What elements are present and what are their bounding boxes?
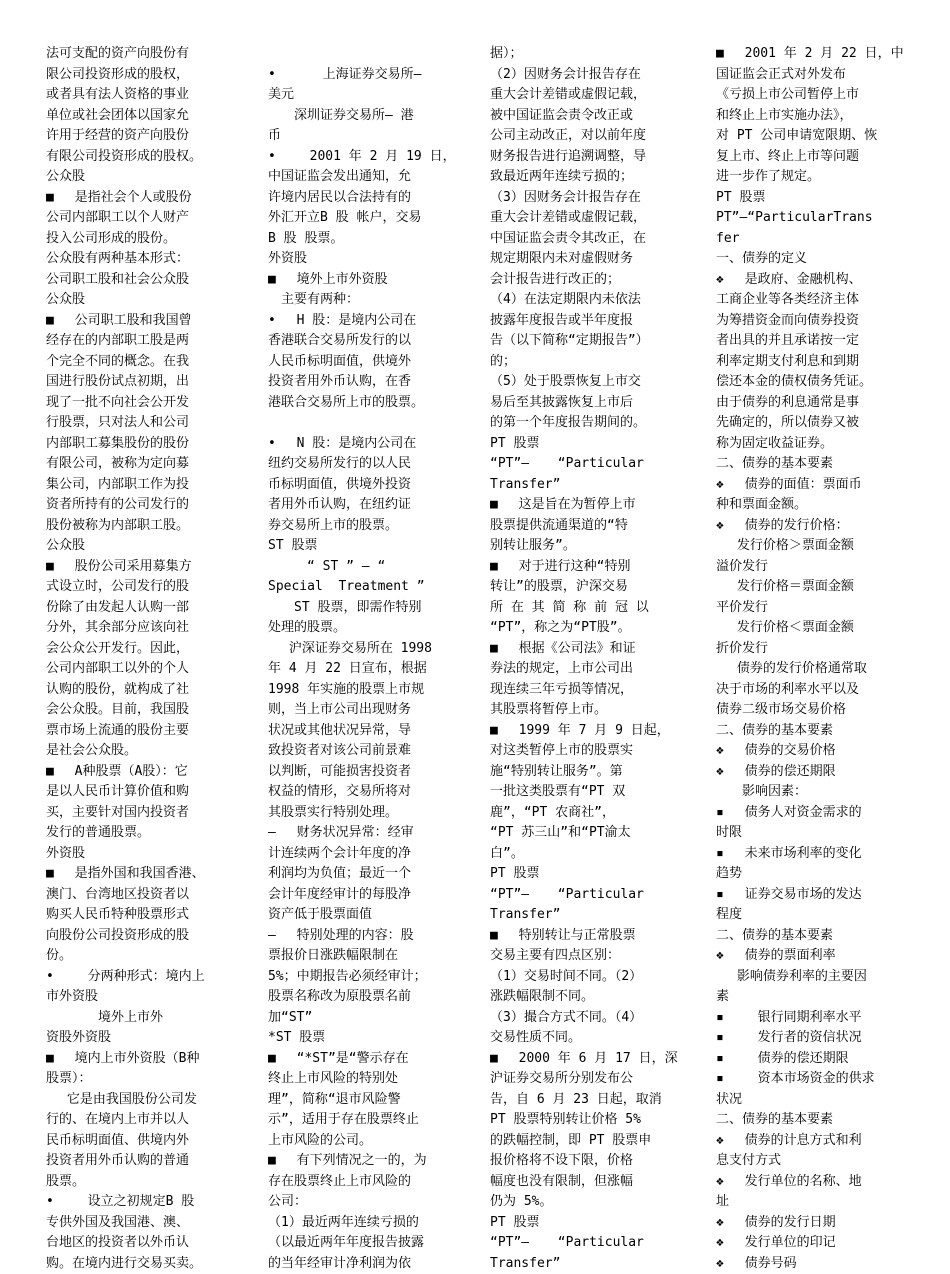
text-line: 香港联合交易所发行的以 — [268, 331, 464, 352]
text-column-1 — [46, 44, 244, 1274]
text-line: 是社会公众股。 — [46, 741, 244, 762]
text-line: 有限公司投资形成的股权。 — [46, 147, 244, 168]
text-line: 决于市场的利率水平以及 — [716, 680, 920, 701]
text-line: 股票。 — [46, 1172, 244, 1193]
text-line: 公众股 — [46, 536, 244, 557]
text-line: ❖ 债券的计息方式和利 — [716, 1131, 920, 1152]
text-line: 行的、在境内上市并以人 — [46, 1110, 244, 1131]
text-line: ▪ 资本市场资金的供求 — [716, 1069, 920, 1090]
text-line: 公司主动改正，对以前年度 — [490, 126, 686, 147]
text-line: 港联合交易所上市的股票。 — [268, 393, 464, 414]
text-line: （3）因财务会计报告存在 — [490, 188, 686, 209]
text-line: 加“ST” — [268, 1008, 464, 1029]
text-line: 转让”的股票，沪深交易 — [490, 577, 686, 598]
text-line: 境外上市外 — [46, 1008, 244, 1029]
text-line: 沪证券交易所分别发布公 — [490, 1069, 686, 1090]
text-line: 公众股 — [46, 167, 244, 188]
text-line: • 分两种形式：境内上 — [46, 967, 244, 988]
text-line: 交易主要有四点区别： — [490, 946, 686, 967]
text-line: 偿还本金的债权债务凭证。 — [716, 372, 920, 393]
text-line: 二、债券的基本要素 — [716, 1110, 920, 1131]
text-line: 对 PT 公司申请宽限期、恢 — [716, 126, 920, 147]
text-line: 债券二级市场交易价格 — [716, 700, 920, 721]
text-line: 5%；中期报告必须经审计； — [268, 967, 464, 988]
text-line: 的跌幅控制，即 PT 股票申 — [490, 1131, 686, 1152]
text-line: 有限公司，被称为定向募 — [46, 454, 244, 475]
text-line: 购。在境内进行交易买卖。 — [46, 1254, 244, 1274]
text-line: — 财务状况异常：经审 — [268, 823, 464, 844]
text-column-4 — [716, 44, 920, 1274]
text-line: 者用外币认购，在纽约证 — [268, 495, 464, 516]
text-line: 鹿”，“PT 农商社”， — [490, 803, 686, 824]
text-line: 折价发行 — [716, 639, 920, 660]
text-line: 息支付方式 — [716, 1151, 920, 1172]
text-line: 的当年经审计净利润为依 — [268, 1254, 464, 1274]
text-line: 上市风险的公司。 — [268, 1131, 464, 1152]
text-line: 被中国证监会责令改正或 — [490, 106, 686, 127]
text-line: 进一步作了规定。 — [716, 167, 920, 188]
text-line: ▪ 未来市场利率的变化 — [716, 844, 920, 865]
text-line: 发行价格＝票面金额 — [716, 577, 920, 598]
text-line: 址 — [716, 1192, 920, 1213]
text-line: 程度 — [716, 905, 920, 926]
text-line: 限公司投资形成的股权， — [46, 65, 244, 86]
text-line: （1）交易时间不同。（2） — [490, 967, 686, 988]
text-line: 币标明面值，供境外投资 — [268, 475, 464, 496]
text-line: 公司内部职工以个人财产 — [46, 208, 244, 229]
text-line: ▪ 银行同期利率水平 — [716, 1008, 920, 1029]
text-line: 二、债券的基本要素 — [716, 454, 920, 475]
text-line: 外汇开立B 股 帐户，交易 — [268, 208, 464, 229]
text-line: 会公众公开发行。因此， — [46, 639, 244, 660]
text-line: 据）； — [490, 44, 686, 65]
text-line: ■ 境外上市外资股 — [268, 270, 464, 291]
text-line: 美元 — [268, 85, 464, 106]
text-line: 是以人民币计算价值和购 — [46, 782, 244, 803]
text-line: 别转让服务”。 — [490, 536, 686, 557]
text-line: 专供外国及我国港、澳、 — [46, 1213, 244, 1234]
text-line: 股份被称为内部职工股。 — [46, 516, 244, 537]
text-line: PT 股票 — [490, 864, 686, 885]
text-line: 个完全不同的概念。在我 — [46, 352, 244, 373]
text-line: 集公司，内部职工作为投 — [46, 475, 244, 496]
text-line: 票报价日涨跌幅限制在 — [268, 946, 464, 967]
text-line: 工商企业等各类经济主体 — [716, 290, 920, 311]
text-line: 外资股 — [46, 844, 244, 865]
text-line: 先确定的，所以债券又被 — [716, 413, 920, 434]
text-line: ▪ 发行者的资信状况 — [716, 1028, 920, 1049]
text-line: ■ 境内上市外资股（B种 — [46, 1049, 244, 1070]
text-line: 中国证监会责令其改正，在 — [490, 229, 686, 250]
text-line: 资产低于股票面值 — [268, 905, 464, 926]
text-line: 计连续两个会计年度的净 — [268, 844, 464, 865]
text-line: 股票名称改为原股票名前 — [268, 987, 464, 1008]
text-line: 买，主要针对国内投资者 — [46, 803, 244, 824]
text-line: 分外，其余部分应该向社 — [46, 618, 244, 639]
text-line: 状况或其他状况异常，导 — [268, 721, 464, 742]
text-line: ▪ 证券交易市场的发达 — [716, 885, 920, 906]
text-line: ■ 股份公司采用募集方 — [46, 557, 244, 578]
text-line: 示”，适用于存在股票终止 — [268, 1110, 464, 1131]
text-line: ■ 有下列情况之一的，为 — [268, 1151, 464, 1172]
text-line: 中国证监会发出通知，允 — [268, 167, 464, 188]
text-line: 澳门、台湾地区投资者以 — [46, 885, 244, 906]
text-line: 种和票面金额。 — [716, 495, 920, 516]
text-line: 公司内部职工以外的个人 — [46, 659, 244, 680]
text-line: 外资股 — [268, 249, 464, 270]
text-line: 人民币标明面值，供境外 — [268, 352, 464, 373]
text-line: 经存在的内部职工股是两 — [46, 331, 244, 352]
text-line: fer — [716, 229, 920, 250]
text-line: 许境内居民以合法持有的 — [268, 188, 464, 209]
text-line: 公司： — [268, 1192, 464, 1213]
text-line: PT 股票 — [490, 434, 686, 455]
text-line: ▪ 债券的偿还期限 — [716, 1049, 920, 1070]
text-line: 券交易所上市的股票。 — [268, 516, 464, 537]
text-line: 式设立时，公司发行的股 — [46, 577, 244, 598]
text-line: PT 股票特别转让价格 5% — [490, 1110, 686, 1131]
text-line: ❖ 债券的发行价格： — [716, 516, 920, 537]
text-line: 或者具有法人资格的事业 — [46, 85, 244, 106]
text-line — [268, 44, 464, 65]
text-line: 幅度也没有限制，但涨幅 — [490, 1172, 686, 1193]
text-line: ■ 特别转让与正常股票 — [490, 926, 686, 947]
text-line: PT 股票 — [490, 1213, 686, 1234]
text-line: ■ 根据《公司法》和证 — [490, 639, 686, 660]
text-line: 和终止上市实施办法》， — [716, 106, 920, 127]
text-line: 发行的普通股票。 — [46, 823, 244, 844]
text-line: 纽约交易所发行的以人民 — [268, 454, 464, 475]
text-line: PT”—“ParticularTrans — [716, 208, 920, 229]
text-line: ❖ 债券的面值：票面币 — [716, 475, 920, 496]
text-line: 状况 — [716, 1090, 920, 1111]
text-line: 复上市、终止上市等问题 — [716, 147, 920, 168]
text-line: 的； — [490, 352, 686, 373]
text-line: 财务报告进行追溯调整，导 — [490, 147, 686, 168]
text-line: 一、债券的定义 — [716, 249, 920, 270]
text-line: • 2001 年 2 月 19 日， — [268, 147, 464, 168]
text-line: 票市场上流通的股份主要 — [46, 721, 244, 742]
text-line: 许用于经营的资产向股份 — [46, 126, 244, 147]
text-line: 市外资股 — [46, 987, 244, 1008]
text-line: ■ 是指外国和我国香港、 — [46, 864, 244, 885]
text-line: 份。 — [46, 946, 244, 967]
text-line: 重大会计差错或虚假记载， — [490, 208, 686, 229]
text-line: 平价发行 — [716, 598, 920, 619]
text-line: “PT”，称之为“PT股”。 — [490, 618, 686, 639]
text-line: 主要有两种： — [268, 290, 464, 311]
text-line: • 设立之初规定B 股 — [46, 1192, 244, 1213]
text-line: 致投资者对该公司前景难 — [268, 741, 464, 762]
text-line: 向股份公司投资形成的股 — [46, 926, 244, 947]
text-line: 购买人民币特种股票形式 — [46, 905, 244, 926]
text-line: ■ 这是旨在为暂停上市 — [490, 495, 686, 516]
text-line: 对这类暂停上市的股票实 — [490, 741, 686, 762]
text-line: 《亏损上市公司暂停上市 — [716, 85, 920, 106]
text-line: 发行价格＞票面金额 — [716, 536, 920, 557]
text-line: • N 股：是境内公司在 — [268, 434, 464, 455]
text-line: 利率定期支付利息和到期 — [716, 352, 920, 373]
text-line: 币 — [268, 126, 464, 147]
text-line: （2）因财务会计报告存在 — [490, 65, 686, 86]
text-line: ■ 对于进行这种“特别 — [490, 557, 686, 578]
text-line: 规定期限内未对虚假财务 — [490, 249, 686, 270]
text-line: ❖ 发行单位的名称、地 — [716, 1172, 920, 1193]
text-line: ❖ 债券的发行日期 — [716, 1213, 920, 1234]
text-line: “PT”— “Particular — [490, 1233, 686, 1254]
text-line: ❖ 债券的交易价格 — [716, 741, 920, 762]
text-line: 其股票实行特别处理。 — [268, 803, 464, 824]
text-line: 时限 — [716, 823, 920, 844]
text-line: ■ 公司职工股和我国曾 — [46, 311, 244, 332]
text-line: • H 股：是境内公司在 — [268, 311, 464, 332]
text-line: 投入公司形成的股份。 — [46, 229, 244, 250]
text-line: 二、债券的基本要素 — [716, 926, 920, 947]
text-line: 台地区的投资者以外币认 — [46, 1233, 244, 1254]
text-line: ■ 2001 年 2 月 22 日，中 — [716, 44, 920, 65]
text-line: 施“特别转让服务”。第 — [490, 762, 686, 783]
text-line: 认购的股份，就构成了社 — [46, 680, 244, 701]
text-line: 所 在 其 简 称 前 冠 以 — [490, 598, 686, 619]
text-line: PT 股票 — [716, 188, 920, 209]
text-line: 称为固定收益证券。 — [716, 434, 920, 455]
text-line: — 特别处理的内容：股 — [268, 926, 464, 947]
text-line: 国进行股份试点初期，出 — [46, 372, 244, 393]
text-line: 者出具的并且承诺按一定 — [716, 331, 920, 352]
text-line: 民币标明面值、供境内外 — [46, 1131, 244, 1152]
text-line: 资股外资股 — [46, 1028, 244, 1049]
text-line: 单位或社会团体以国家允 — [46, 106, 244, 127]
text-line: 涨跌幅限制不同。 — [490, 987, 686, 1008]
text-line: 为筹措资金而向债券投资 — [716, 311, 920, 332]
text-line: Transfer” — [490, 1254, 686, 1274]
text-line: “PT”— “Particular — [490, 885, 686, 906]
text-line: ❖ 是政府、金融机构、 — [716, 270, 920, 291]
text-line: *ST 股票 — [268, 1028, 464, 1049]
text-line: 以判断，可能损害投资者 — [268, 762, 464, 783]
text-line: （4）在法定期限内未依法 — [490, 290, 686, 311]
text-line: 易后至其披露恢复上市后 — [490, 393, 686, 414]
text-line: 终止上市风险的特别处 — [268, 1069, 464, 1090]
text-line: 公司职工股和社会公众股 — [46, 270, 244, 291]
text-line: 存在股票终止上市风险的 — [268, 1172, 464, 1193]
text-line: 白”。 — [490, 844, 686, 865]
text-line: 理”，简称“退市风险警 — [268, 1090, 464, 1111]
text-line: （3）撮合方式不同。（4） — [490, 1008, 686, 1029]
text-line: 的第一个年度报告期间的。 — [490, 413, 686, 434]
text-line: 会计年度经审计的每股净 — [268, 885, 464, 906]
text-line: 处理的股票。 — [268, 618, 464, 639]
text-line: 份除了由发起人认购一部 — [46, 598, 244, 619]
text-line: 一批这类股票有“PT 双 — [490, 782, 686, 803]
text-line: ❖ 债券号码 — [716, 1254, 920, 1274]
text-line: 披露年度报告或半年度报 — [490, 311, 686, 332]
text-line: “PT 苏三山”和“PT渝太 — [490, 823, 686, 844]
text-line: 告，自 6 月 23 日起，取消 — [490, 1090, 686, 1111]
text-line: 沪深证券交易所在 1998 — [268, 639, 464, 660]
text-line: 其股票将暂停上市。 — [490, 700, 686, 721]
text-line: 股票提供流通渠道的“特 — [490, 516, 686, 537]
text-line: 利润均为负值；最近一个 — [268, 864, 464, 885]
text-line — [268, 413, 464, 434]
text-line: Transfer” — [490, 905, 686, 926]
text-line: 发行价格＜票面金额 — [716, 618, 920, 639]
text-line: 交易性质不同。 — [490, 1028, 686, 1049]
text-line: ▪ 债务人对资金需求的 — [716, 803, 920, 824]
text-line: 趋势 — [716, 864, 920, 885]
text-line: 行股票，只对法人和公司 — [46, 413, 244, 434]
text-line: ST 股票，即需作特别 — [268, 598, 464, 619]
text-line: 由于债券的利息通常是事 — [716, 393, 920, 414]
text-line: B 股 股票。 — [268, 229, 464, 250]
text-line: 权益的情形，交易所将对 — [268, 782, 464, 803]
text-line: ■ 1999 年 7 月 9 日起， — [490, 721, 686, 742]
text-line: 溢价发行 — [716, 557, 920, 578]
text-line: 投资者用外币认购的普通 — [46, 1151, 244, 1172]
text-line: 仍为 5%。 — [490, 1192, 686, 1213]
text-line: • 上海证券交易所— — [268, 65, 464, 86]
text-line: ❖ 债券的票面利率 — [716, 946, 920, 967]
text-line: 影响债券利率的主要因 — [716, 967, 920, 988]
text-line: 深圳证券交易所— 港 — [268, 106, 464, 127]
text-line: Special Treatment ” — [268, 577, 464, 598]
text-line: ST 股票 — [268, 536, 464, 557]
text-line: 报价格将不设下限，价格 — [490, 1151, 686, 1172]
text-line: ■ “*ST”是“警示存在 — [268, 1049, 464, 1070]
text-line: 券法的规定，上市公司出 — [490, 659, 686, 680]
text-line: （以最近两年年度报告披露 — [268, 1233, 464, 1254]
text-line: 它是由我国股份公司发 — [46, 1090, 244, 1111]
text-line: 年 4 月 22 日宣布，根据 — [268, 659, 464, 680]
text-line: 致最近两年连续亏损的； — [490, 167, 686, 188]
text-line: 公众股有两种基本形式： — [46, 249, 244, 270]
text-line: Transfer” — [490, 475, 686, 496]
text-line: “ ST ” — “ — [268, 557, 464, 578]
text-line: 素 — [716, 987, 920, 1008]
text-column-3 — [490, 44, 686, 1274]
text-line: 1998 年实施的股票上市规 — [268, 680, 464, 701]
text-line: （1）最近两年连续亏损的 — [268, 1213, 464, 1234]
text-line: 现了一批不向社会公开发 — [46, 393, 244, 414]
text-line: 则，当上市公司出现财务 — [268, 700, 464, 721]
text-line: ❖ 债券的偿还期限 — [716, 762, 920, 783]
text-line: 公众股 — [46, 290, 244, 311]
text-line: 会公众股。目前，我国股 — [46, 700, 244, 721]
text-line: 告（以下简称“定期报告”） — [490, 331, 686, 352]
text-line: 股票）： — [46, 1069, 244, 1090]
text-column-2 — [268, 44, 464, 1274]
text-line: 投资者用外币认购，在香 — [268, 372, 464, 393]
text-line: 重大会计差错或虚假记载， — [490, 85, 686, 106]
text-line: “PT”— “Particular — [490, 454, 686, 475]
text-line: ■ 2000 年 6 月 17 日，深 — [490, 1049, 686, 1070]
text-line: 二、债券的基本要素 — [716, 721, 920, 742]
text-line: 法可支配的资产向股份有 — [46, 44, 244, 65]
text-line: 会计报告进行改正的； — [490, 270, 686, 291]
text-line: 影响因素： — [716, 782, 920, 803]
text-line: 资者所持有的公司发行的 — [46, 495, 244, 516]
text-line: ❖ 发行单位的印记 — [716, 1233, 920, 1254]
text-line: （5）处于股票恢复上市交 — [490, 372, 686, 393]
text-line: 债券的发行价格通常取 — [716, 659, 920, 680]
text-line: 现连续三年亏损等情况， — [490, 680, 686, 701]
text-line: 国证监会正式对外发布 — [716, 65, 920, 86]
text-line: ■ A种股票（A股）：它 — [46, 762, 244, 783]
text-line: ■ 是指社会个人或股份 — [46, 188, 244, 209]
text-line: 内部职工募集股份的股份 — [46, 434, 244, 455]
